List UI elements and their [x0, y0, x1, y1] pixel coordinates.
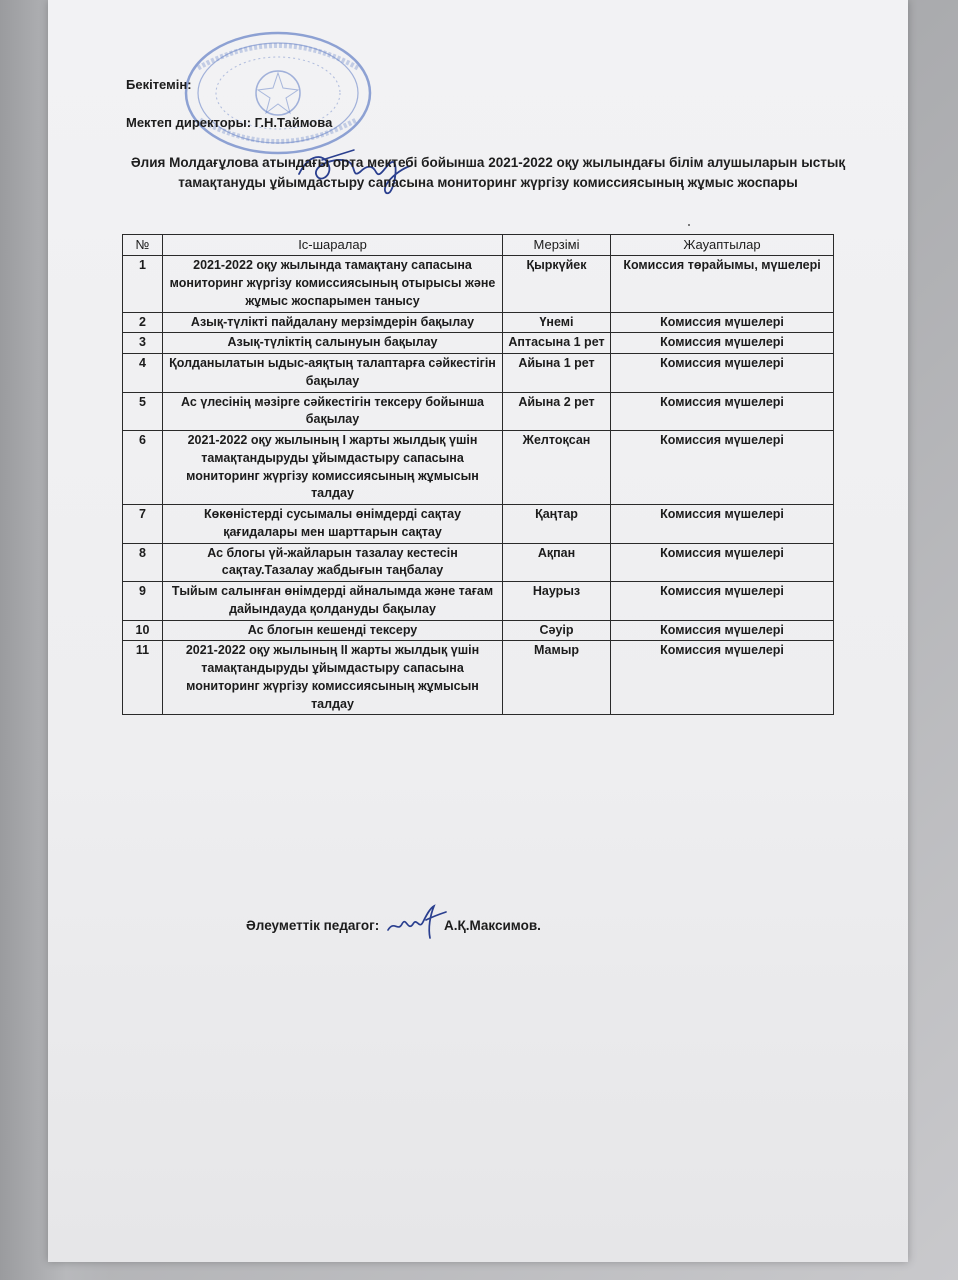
- row-number: 2: [123, 312, 163, 333]
- row-responsible: Комиссия төрайымы, мүшелері: [611, 256, 834, 312]
- row-responsible: Комиссия мүшелері: [611, 641, 834, 715]
- row-activity: Тыйым салынған өнімдерді айналымда және тағам дайындауда қолдануды бақылау: [163, 582, 503, 621]
- table-row: [123, 392, 834, 431]
- row-deadline: Сәуір: [503, 620, 611, 641]
- official-stamp: [178, 28, 378, 158]
- table-row: [123, 505, 834, 544]
- row-responsible: Комиссия мүшелері: [611, 312, 834, 333]
- row-number: 10: [123, 620, 163, 641]
- row-number: 4: [123, 354, 163, 393]
- header-deadline: Мерзімі: [503, 235, 611, 256]
- row-responsible: Комиссия мүшелері: [611, 582, 834, 621]
- row-responsible: Комиссия мүшелері: [611, 392, 834, 431]
- row-deadline: Айына 1 рет: [503, 354, 611, 393]
- row-number: 11: [123, 641, 163, 715]
- speck: [688, 224, 690, 226]
- row-activity: Азық-түліктің салынуын бақылау: [163, 333, 503, 354]
- work-plan-table: [122, 234, 834, 715]
- header-activities: Іс-шаралар: [163, 235, 503, 256]
- table-row: [123, 333, 834, 354]
- row-deadline: Айына 2 рет: [503, 392, 611, 431]
- row-number: 3: [123, 333, 163, 354]
- row-activity: 2021-2022 оқу жылының ІІ жарты жылдық үшін тамақтандыруды ұйымдастыру сапасына мониторинг жүргізу комиссиясының жұмысын талдау: [163, 641, 503, 715]
- row-number: 1: [123, 256, 163, 312]
- row-activity: 2021-2022 оқу жылында тамақтану сапасына мониторинг жүргізу комиссиясының отырысы және жұмыс жоспарымен танысу: [163, 256, 503, 312]
- table-row: [123, 256, 834, 312]
- table-row: [123, 543, 834, 582]
- table-header-row: [123, 235, 834, 256]
- row-deadline: Мамыр: [503, 641, 611, 715]
- row-responsible: Комиссия мүшелері: [611, 543, 834, 582]
- table-row: [123, 641, 834, 715]
- row-deadline: Желтоқсан: [503, 431, 611, 505]
- row-number: 8: [123, 543, 163, 582]
- row-activity: Қолданылатын ыдыс-аяқтың талаптарға сәйкестігін бақылау: [163, 354, 503, 393]
- row-activity: Азық-түлікті пайдалану мерзімдерін бақылау: [163, 312, 503, 333]
- row-deadline: Наурыз: [503, 582, 611, 621]
- social-pedagogue-label: Әлеуметтік педагог:: [246, 918, 380, 933]
- header-number: №: [123, 235, 163, 256]
- table-row: [123, 431, 834, 505]
- pedagogue-name: А.Қ.Максимов.: [444, 918, 541, 933]
- row-activity: Көкөністерді сусымалы өнімдерді сақтау қағидалары мен шарттарын сақтау: [163, 505, 503, 544]
- document-page: [48, 0, 908, 1262]
- header-responsible: Жауаптылар: [611, 235, 834, 256]
- row-deadline: Қаңтар: [503, 505, 611, 544]
- pedagogue-signature: [386, 902, 448, 942]
- row-deadline: Үнемі: [503, 312, 611, 333]
- table-row: [123, 620, 834, 641]
- row-responsible: Комиссия мүшелері: [611, 620, 834, 641]
- row-number: 5: [123, 392, 163, 431]
- table-row: [123, 354, 834, 393]
- row-deadline: Ақпан: [503, 543, 611, 582]
- table-row: [123, 582, 834, 621]
- row-responsible: Комиссия мүшелері: [611, 505, 834, 544]
- approved-label: Бекітемін:: [126, 77, 192, 92]
- row-activity: Ас блогы үй-жайларын тазалау кестесін сақтау.Тазалау жабдығын таңбалау: [163, 543, 503, 582]
- row-number: 9: [123, 582, 163, 621]
- row-activity: Ас үлесінің мәзірге сәйкестігін тексеру бойынша бақылау: [163, 392, 503, 431]
- row-responsible: Комиссия мүшелері: [611, 333, 834, 354]
- director-line: Мектеп директоры: Г.Н.Таймова: [126, 115, 333, 130]
- row-number: 6: [123, 431, 163, 505]
- table-row: [123, 312, 834, 333]
- row-responsible: Комиссия мүшелері: [611, 354, 834, 393]
- row-activity: 2021-2022 оқу жылының І жарты жылдық үшін тамақтандыруды ұйымдастыру сапасына мониторинг жүргізу комиссиясының жұмысын талдау: [163, 431, 503, 505]
- row-activity: Ас блогын кешенді тексеру: [163, 620, 503, 641]
- document-title: Әлия Молдағұлова атындағы орта мектебі бойынша 2021-2022 оқу жылындағы білім алушыларын ыстық тамақтануды ұйымдастыру сапасына мониторинг жүргізу комиссиясының жұмыс жоспары: [130, 155, 846, 191]
- row-responsible: Комиссия мүшелері: [611, 431, 834, 505]
- row-deadline: Аптасына 1 рет: [503, 333, 611, 354]
- row-deadline: Қыркүйек: [503, 256, 611, 312]
- row-number: 7: [123, 505, 163, 544]
